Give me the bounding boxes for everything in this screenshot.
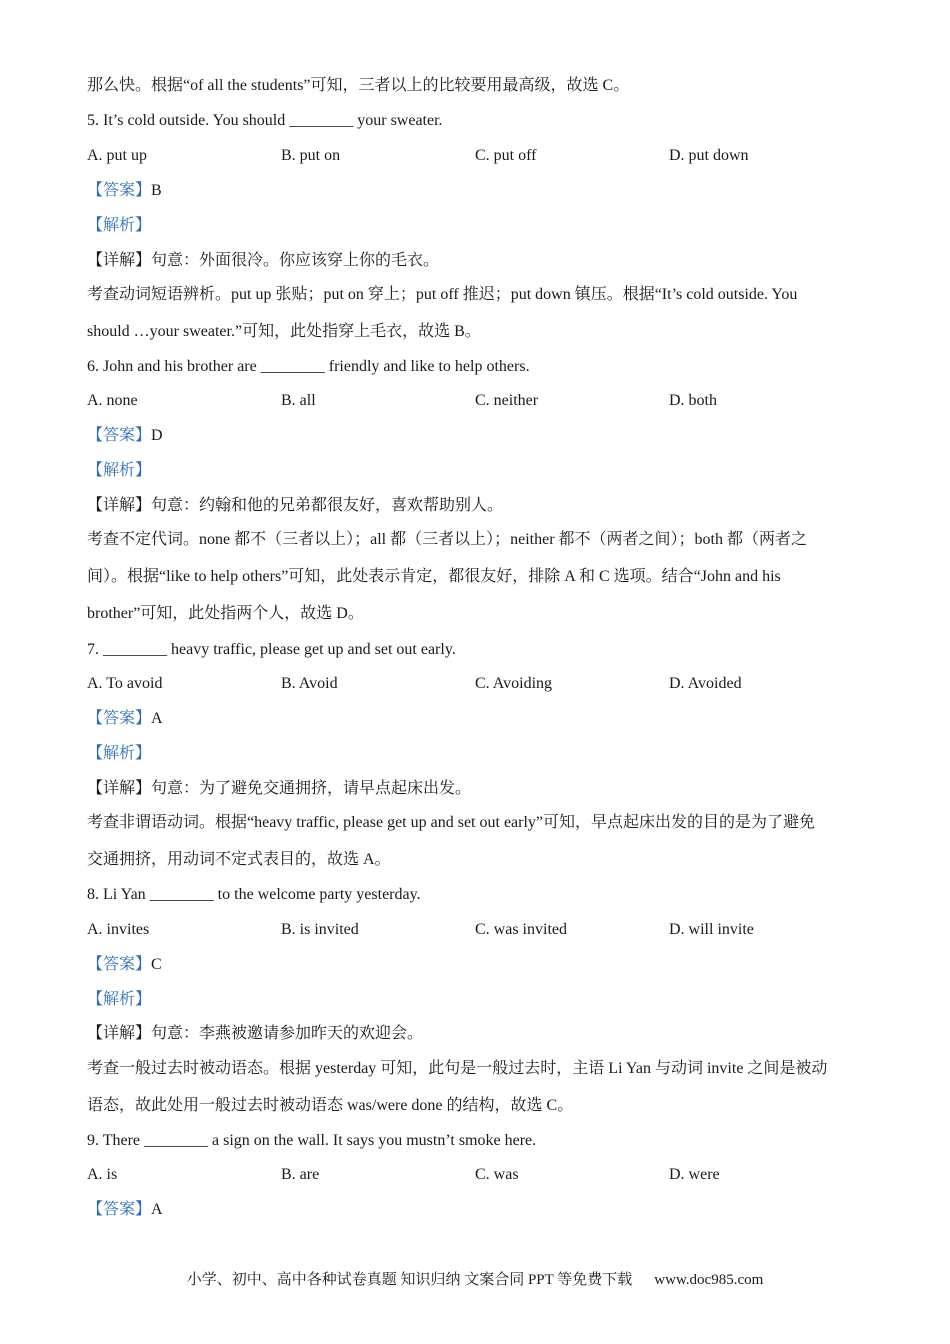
answer-line	[87, 955, 162, 975]
option-d: D. were	[669, 1166, 720, 1183]
option-b: B. is invited	[281, 921, 359, 938]
option-a: A. none	[87, 392, 138, 409]
question-stem: 5. It’s cold outside. You should ________ your sweater.	[87, 112, 443, 129]
answer-value: D	[151, 427, 163, 444]
option-c: C. was invited	[475, 921, 567, 938]
explanation-line: 考查不定代词。none 都不（三者以上）；all 都（三者以上）；neither 都不（两者之间）；both 都（两者之	[87, 531, 807, 548]
detail-text: 句意：李燕被邀请参加昨天的欢迎会。	[151, 1025, 424, 1042]
option-a: A. invites	[87, 921, 150, 938]
detail-line	[87, 779, 471, 799]
answer-value: B	[151, 182, 162, 199]
analysis-line	[87, 744, 151, 764]
detail-tag: 【详解】	[87, 780, 152, 797]
option-d: D. both	[669, 392, 717, 409]
analysis-line	[87, 461, 151, 481]
explanation-line: 语态，故此处用一般过去时被动语态 was/were done 的结构，故选 C。	[87, 1097, 574, 1114]
detail-line	[87, 1024, 423, 1044]
explanation-line: 间）。根据“like to help others”可知，此处表示肯定，都很友好，排除 A 和 C 选项。结合“John and his	[87, 568, 781, 585]
question-stem: 8. Li Yan ________ to the welcome party yesterday.	[87, 886, 421, 903]
analysis-tag: 【解析】	[87, 462, 152, 479]
explanation-line: 考查一般过去时被动语态。根据 yesterday 可知，此句是一般过去时，主语 Li Yan 与动词 invite 之间是被动	[87, 1060, 828, 1077]
analysis-line	[87, 990, 151, 1010]
detail-tag: 【详解】	[87, 497, 152, 514]
answer-line	[87, 709, 163, 729]
page-footer	[0, 1270, 950, 1290]
option-d: D. Avoided	[669, 675, 742, 692]
answer-line	[87, 426, 163, 446]
option-b: B. are	[281, 1166, 320, 1183]
option-b: B. Avoid	[281, 675, 338, 692]
answer-tag: 【答案】	[87, 1201, 152, 1218]
explanation-line: 考查动词短语辨析。put up 张贴；put on 穿上；put off 推迟；put down 镇压。根据“It’s cold outside. You	[87, 286, 798, 303]
option-a: A. put up	[87, 147, 147, 164]
option-a: A. To avoid	[87, 675, 163, 692]
answer-value: A	[151, 710, 163, 727]
question-stem: 9. There ________ a sign on the wall. It says you mustn’t smoke here.	[87, 1132, 537, 1149]
footer-link[interactable]: www.doc985.com	[654, 1272, 764, 1288]
option-b: B. all	[281, 392, 316, 409]
answer-tag: 【答案】	[87, 710, 152, 727]
question-stem: 7. ________ heavy traffic, please get up and set out early.	[87, 641, 456, 658]
explanation-line: brother”可知，此处指两个人，故选 D。	[87, 605, 364, 622]
answer-value: C	[151, 956, 162, 973]
answer-tag: 【答案】	[87, 956, 152, 973]
option-d: D. put down	[669, 147, 749, 164]
answer-line	[87, 1200, 163, 1220]
question-stem: 6. John and his brother are ________ friendly and like to help others.	[87, 358, 530, 375]
option-c: C. Avoiding	[475, 675, 553, 692]
intro-line: 那么快。根据“of all the students”可知，三者以上的比较要用最高级，故选 C。	[87, 77, 630, 94]
option-c: C. put off	[475, 147, 537, 164]
detail-text: 句意：为了避免交通拥挤，请早点起床出发。	[151, 780, 472, 797]
option-c: C. neither	[475, 392, 539, 409]
answer-value: A	[151, 1201, 163, 1218]
detail-text: 句意：外面很冷。你应该穿上你的毛衣。	[151, 252, 440, 269]
detail-text: 句意：约翰和他的兄弟都很友好，喜欢帮助别人。	[151, 497, 504, 514]
answer-tag: 【答案】	[87, 182, 152, 199]
detail-line	[87, 496, 503, 516]
analysis-tag: 【解析】	[87, 991, 152, 1008]
option-a: A. is	[87, 1166, 118, 1183]
option-b: B. put on	[281, 147, 341, 164]
detail-tag: 【详解】	[87, 1025, 152, 1042]
explanation-line: 交通拥挤，用动词不定式表目的，故选 A。	[87, 851, 391, 868]
detail-line	[87, 251, 439, 271]
analysis-tag: 【解析】	[87, 217, 152, 234]
explanation-line: should …your sweater.”可知，此处指穿上毛衣，故选 B。	[87, 323, 481, 340]
explanation-line: 考查非谓语动词。根据“heavy traffic, please get up and set out early”可知，早点起床出发的目的是为了避免	[87, 814, 816, 831]
detail-tag: 【详解】	[87, 252, 152, 269]
answer-line	[87, 181, 162, 201]
analysis-line	[87, 216, 151, 236]
analysis-tag: 【解析】	[87, 745, 152, 762]
answer-tag: 【答案】	[87, 427, 152, 444]
option-c: C. was	[475, 1166, 519, 1183]
footer-text: 小学、初中、高中各种试卷真题 知识归纳 文案合同 PPT 等免费下载	[186, 1272, 633, 1288]
option-d: D. will invite	[669, 921, 754, 938]
